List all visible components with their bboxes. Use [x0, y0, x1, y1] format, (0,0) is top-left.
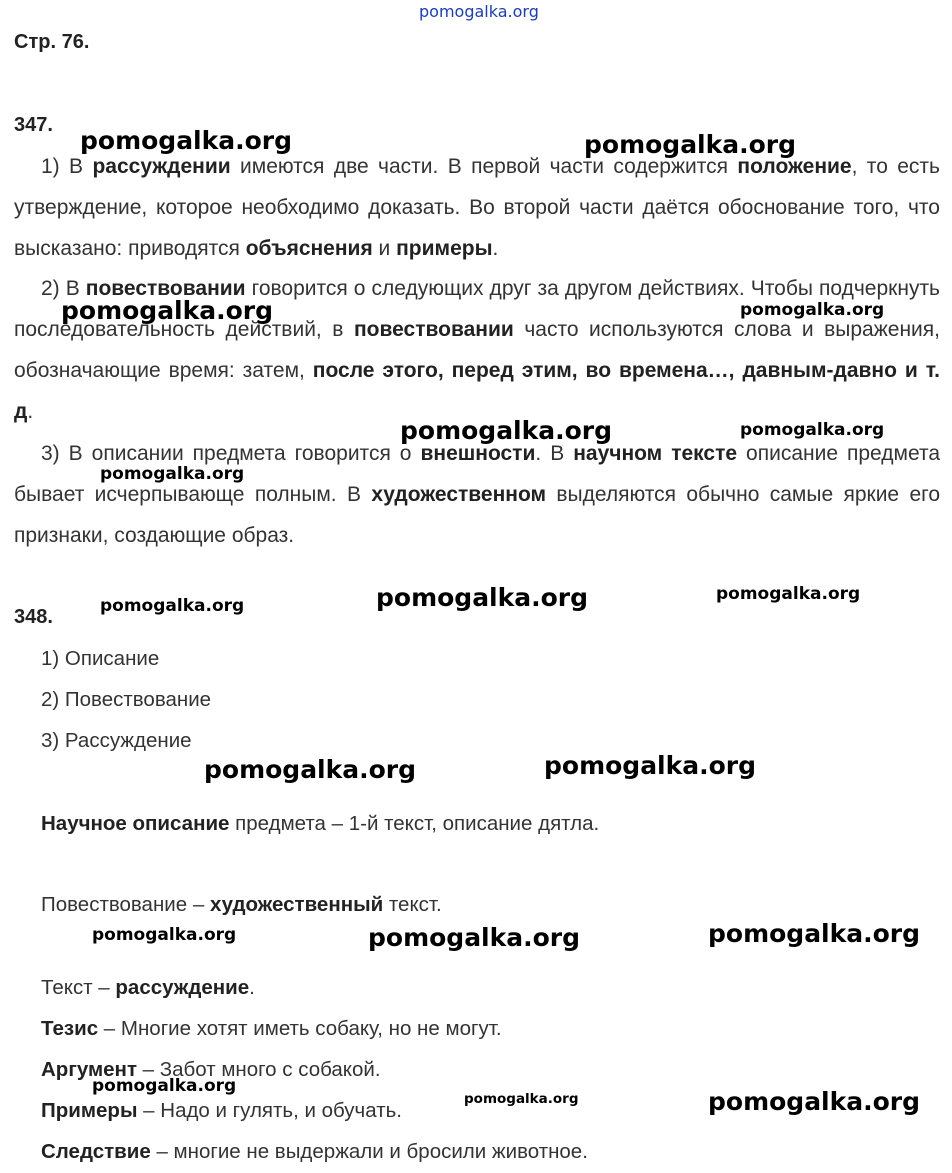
watermark: pomogalka.org	[100, 464, 245, 484]
text: – Забот много с собакой.	[136, 1058, 381, 1081]
text: , то есть утверждение, которое необходимо доказать. Во второй части даётся обоснование того, что высказано: приводятся	[14, 155, 940, 260]
answer-item-1: 1) Описание	[41, 647, 160, 670]
reasoning-line	[41, 976, 255, 1000]
bold-term: после этого, перед этим, во времена…, давным-давно и т. д	[14, 359, 940, 423]
watermark: pomogalka.org	[80, 126, 293, 155]
bold-term: положение	[737, 155, 852, 178]
bold-term: объяснения	[245, 237, 373, 260]
thesis-line	[41, 1017, 502, 1041]
scientific-description-line	[41, 812, 599, 836]
text: – многие не выдержали и бросили животное.	[150, 1140, 588, 1163]
watermark: pomogalka.org	[376, 583, 589, 612]
watermark: pomogalka.org	[544, 751, 757, 780]
examples-line	[41, 1099, 402, 1123]
bold-term: Примеры	[41, 1099, 138, 1122]
bold-term: художественный	[209, 893, 384, 916]
text: 2) В	[41, 277, 86, 300]
watermark: pomogalka.org	[368, 923, 581, 952]
text: Текст –	[41, 976, 116, 999]
watermark: pomogalka.org	[464, 1091, 579, 1107]
answer-item-3: 3) Рассуждение	[41, 729, 192, 752]
bold-term: Следствие	[41, 1140, 151, 1163]
watermark: pomogalka.org	[740, 300, 885, 320]
text: говорится о следующих друг за другом действиях. Чтобы подчеркнуть последовательность действий, в	[14, 277, 940, 341]
text: предмета – 1-й текст, описание дятла.	[229, 812, 600, 835]
bold-term: художественном	[371, 483, 547, 506]
exercise-347-paragraph-2	[14, 268, 940, 432]
text: выделяются обычно самые яркие его признаки, создающие образ.	[14, 483, 941, 547]
page-label: Стр. 76.	[14, 31, 90, 53]
answer-item-2: 2) Повествование	[41, 688, 212, 711]
exercise-348-number: 348.	[14, 606, 53, 628]
bold-term: Тезис	[41, 1017, 99, 1040]
consequence-line	[41, 1140, 588, 1164]
text: .	[492, 237, 499, 260]
bold-term: рассуждении	[92, 155, 231, 178]
watermark: pomogalka.org	[708, 919, 921, 948]
watermark: pomogalka.org	[61, 296, 274, 325]
watermark: pomogalka.org	[204, 755, 417, 784]
bold-term: примеры	[396, 237, 493, 260]
text: текст.	[383, 893, 442, 916]
text: имеются две части. В первой части содержится	[230, 155, 738, 178]
exercise-347-number: 347.	[14, 114, 53, 136]
watermark: pomogalka.org	[708, 1087, 921, 1116]
watermark: pomogalka.org	[92, 925, 237, 945]
text: . В	[535, 442, 574, 465]
text: 3) В описании предмета говорится о	[41, 442, 421, 465]
watermark: pomogalka.org	[400, 416, 613, 445]
bold-term: рассуждение	[115, 976, 250, 999]
exercise-347-paragraph-1	[14, 146, 940, 269]
top-watermark: pomogalka.org	[419, 2, 539, 21]
text: Повествование –	[41, 893, 210, 916]
watermark: pomogalka.org	[92, 1076, 237, 1096]
bold-term: внешности	[420, 442, 536, 465]
exercise-347-paragraph-3	[14, 433, 940, 556]
watermark: pomogalka.org	[584, 130, 797, 159]
text: описание предмета бывает исчерпывающе полным. В	[14, 442, 941, 506]
bold-term: Аргумент	[41, 1058, 137, 1081]
text: и	[372, 237, 397, 260]
text: .	[27, 400, 34, 423]
text: часто используются слова и выражения, обозначающие время: затем,	[14, 318, 940, 382]
text: – Многие хотят иметь собаку, но не могут.	[98, 1017, 502, 1040]
text: 1) В	[41, 155, 93, 178]
text: .	[249, 976, 255, 999]
watermark: pomogalka.org	[740, 420, 885, 440]
watermark: pomogalka.org	[100, 596, 245, 616]
watermark: pomogalka.org	[716, 584, 861, 604]
bold-term: научном тексте	[573, 442, 738, 465]
bold-term: повествовании	[354, 318, 514, 341]
bold-term: повествовании	[85, 277, 246, 300]
narration-line	[41, 893, 442, 917]
bold-term: Научное описание	[41, 812, 230, 835]
text: – Надо и гулять, и обучать.	[137, 1099, 402, 1122]
